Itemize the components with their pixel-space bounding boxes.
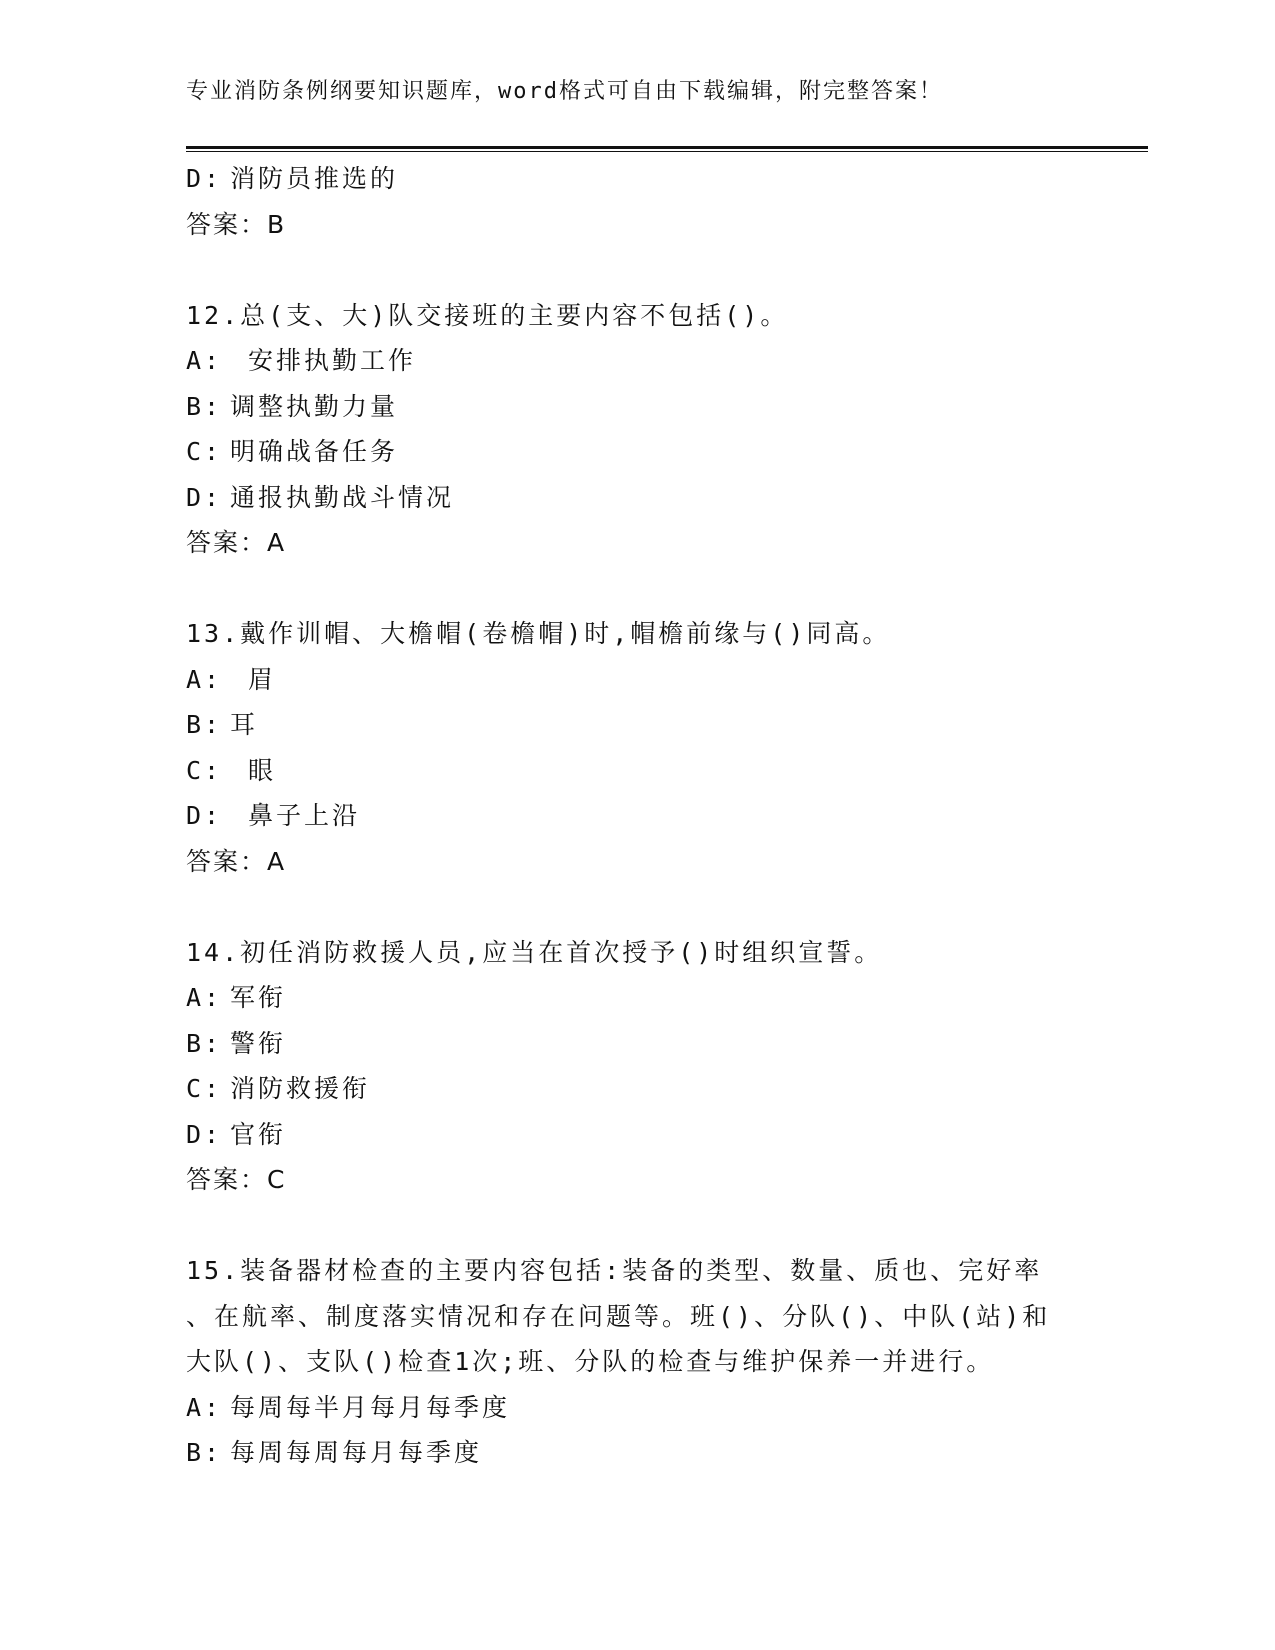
option-label: D: [186, 482, 223, 512]
option-text: 安排执勤工作 [230, 346, 417, 375]
option-label: A: [186, 1392, 223, 1422]
question-list [186, 156, 1106, 1476]
answer-option [186, 702, 1106, 748]
answer-option [186, 975, 1106, 1021]
block-gap [186, 247, 1106, 293]
block-gap [186, 566, 1106, 612]
option-label: B: [186, 710, 223, 739]
option-text: 调整执勤力量 [230, 391, 399, 421]
option-label: A: [186, 664, 223, 694]
answer-option [186, 429, 1106, 475]
answer-key: 答案：A [186, 528, 287, 557]
option-text: 警衔 [230, 1028, 287, 1058]
answer-option [186, 384, 1106, 430]
answer-option [186, 338, 1106, 384]
option-label: C: [186, 437, 223, 466]
option-label: C: [186, 755, 223, 785]
option-label: B: [186, 391, 223, 421]
answer-option [186, 657, 1106, 703]
block-gap [186, 884, 1106, 930]
question-text: 15.装备器材检查的主要内容包括:装备的类型、数量、质也、完好率 [186, 1256, 1043, 1285]
option-label: C: [186, 1074, 223, 1103]
answer-option [186, 1385, 1106, 1431]
option-text: 鼻子上沿 [230, 801, 361, 830]
question-text: 大队()、支队()检查1次;班、分队的检查与维护保养一并进行。 [186, 1347, 995, 1376]
option-text: 通报执勤战斗情况 [230, 482, 455, 512]
question-text: 12.总(支、大)队交接班的主要内容不包括()。 [186, 300, 789, 330]
block-gap [186, 1203, 1106, 1249]
header-rule-thin [186, 151, 1148, 152]
question-text: 14.初任消防救援人员,应当在首次授予()时组织宣誓。 [186, 937, 883, 967]
option-label: D: [186, 1119, 223, 1149]
question-text: 13.戴作训帽、大檐帽(卷檐帽)时,帽檐前缘与()同高。 [186, 619, 891, 648]
option-label: D: [186, 164, 223, 193]
option-label: B: [186, 1438, 223, 1467]
answer-option [186, 1430, 1106, 1476]
answer-option [186, 793, 1106, 839]
answer-key: 答案：C [186, 1165, 287, 1194]
option-text: 消防救援衔 [230, 1074, 371, 1103]
option-text: 明确战备任务 [230, 437, 399, 466]
answer-option [186, 1021, 1106, 1067]
option-text: 每周每周每月每季度 [230, 1438, 483, 1467]
answer-key: 答案：A [186, 846, 287, 876]
question-text: 、在航率、制度落实情况和存在问题等。班()、分队()、中队(站)和 [186, 1301, 1051, 1331]
answer-option [186, 475, 1106, 521]
answer-option [186, 748, 1106, 794]
option-text: 每周每半月每月每季度 [230, 1392, 511, 1422]
option-label: B: [186, 1028, 223, 1058]
option-label: D: [186, 801, 223, 830]
option-text: 耳 [230, 710, 259, 739]
option-text: 官衔 [230, 1119, 287, 1149]
option-text: 眉 [230, 664, 277, 694]
header-rule-thick [186, 146, 1148, 149]
answer-key: 答案：B [186, 209, 287, 239]
option-text: 消防员推选的 [230, 164, 399, 193]
answer-option [186, 156, 1106, 202]
option-text: 军衔 [230, 983, 287, 1012]
answer-option [186, 1066, 1106, 1112]
answer-option [186, 1112, 1106, 1158]
document-header: 专业消防条例纲要知识题库，word格式可自由下载编辑，附完整答案！ [186, 79, 943, 104]
option-label: A: [186, 983, 223, 1012]
option-label: A: [186, 346, 223, 375]
option-text: 眼 [230, 755, 277, 785]
